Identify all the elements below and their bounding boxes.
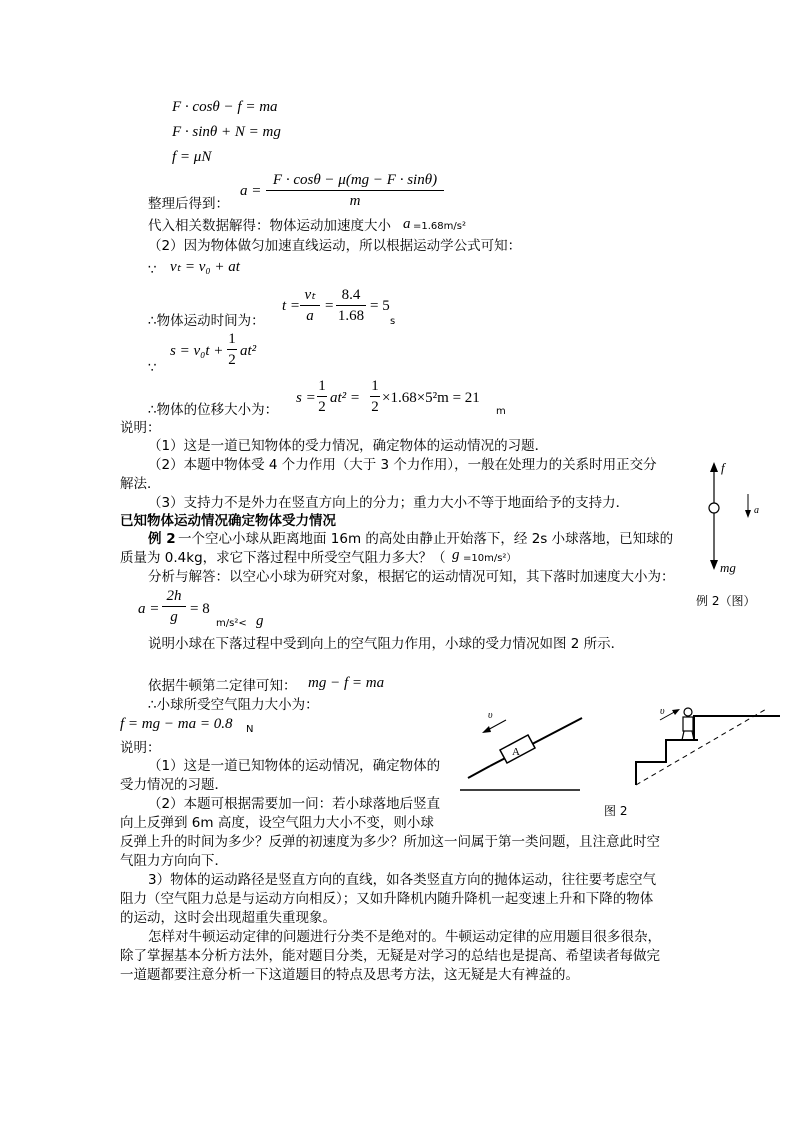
time-fraction-2-num: 8.4: [341, 287, 361, 303]
time-label: ∴物体运动时间为：: [148, 313, 265, 329]
note2-title: 说明：: [120, 740, 161, 756]
accel-formula-denominator: m: [349, 193, 361, 209]
disp-fraction-2-den: 2: [371, 399, 379, 415]
disp-unit: m: [496, 406, 506, 417]
force-arrow-down: [710, 560, 718, 570]
s-formula-rhs: at²: [240, 343, 257, 359]
note1-title: 说明：: [120, 420, 161, 436]
velocity-arrowhead-incline: [482, 726, 491, 733]
note1-item: （2）本题中物体受 4 个力作用（大于 3 个力作用），一般在处理力的关系时用正交分: [148, 457, 657, 473]
disp-formula-lhs: s =: [296, 390, 316, 406]
a-formula-unit: m/s²<: [216, 618, 247, 629]
example2-line2b: =10m/s²）: [463, 553, 517, 564]
fraction-bar: [336, 305, 366, 306]
disp-formula-rhs: ×1.68×5²m = 21: [382, 390, 480, 406]
analysis-text: 分析与解答：以空心小球为研究对象，根据它的运动情况可知，其下落时加速度大小为：: [148, 569, 675, 585]
s-formula-frac-num: 1: [228, 331, 236, 347]
velocity-formula: vₜ = v₀ + at: [170, 259, 240, 275]
time-unit: s: [390, 316, 396, 327]
note2-item2-line3: 反弹上升的时间为多少？反弹的初速度为多少？所加这一问属于第一类问题，且注意此时空: [120, 834, 660, 850]
figure2-caption: 图 2: [604, 804, 628, 818]
a-formula-fraction: [162, 587, 186, 626]
disp-fraction-2-num: 1: [371, 378, 379, 394]
because-symbol-1: ∵: [148, 262, 157, 278]
example2-line2a: 质量为 0.4kg，求它下落过程中所受空气阻力多大？（: [120, 550, 446, 566]
stairs-outline: [636, 716, 780, 785]
accel-arrowhead: [745, 510, 751, 518]
accel-formula-fraction: [266, 171, 444, 210]
s-formula-frac-den: 2: [228, 352, 236, 368]
substitute-text: 代入相关数据解得：物体运动加速度大小: [148, 218, 391, 234]
part2-text: （2）因为物体做匀加速直线运动，所以根据运动学公式可知：: [148, 238, 522, 254]
fraction-bar: [266, 190, 444, 191]
s-formula-lhs: s = v₀t +: [170, 343, 224, 359]
incline-surface: [490, 718, 582, 766]
time-fraction-1-den: a: [306, 308, 314, 324]
disp-fraction-1-den: 2: [318, 399, 326, 415]
time-formula-lhs: t =: [282, 298, 301, 314]
time-formula-result: = 5: [370, 298, 390, 314]
note1-item: （1）这是一道已知物体的受力情况，确定物体的运动情况的习题．: [148, 438, 549, 454]
force-f-label: f: [721, 460, 725, 475]
time-fraction-1: [300, 286, 320, 325]
velocity-arrowhead-stairs: [672, 709, 680, 715]
fraction-bar: [370, 396, 380, 397]
equation-force-vertical: F · sinθ + N = mg: [172, 124, 281, 140]
para3-line: 阻力（空气阻力总是与运动方向相反）；又如升降机内随升降机一起变速上升和下降的物体: [120, 891, 654, 907]
example2-figure-caption: 例 2（图）: [696, 594, 756, 608]
stairs-dashed-line: [636, 708, 768, 785]
resist-formula: f = mg − ma = 0.8: [120, 716, 233, 732]
fraction-bar: [227, 349, 237, 350]
accel-formula-numerator: F · cosθ − μ(mg − F · sinθ): [272, 172, 438, 188]
rearrange-label: 整理后得到：: [148, 196, 229, 212]
note2-item2-line2: 向上反弹到 6m 高度，设空气阻力大小不变，则小球: [120, 815, 434, 831]
disp-formula-mid: at² =: [330, 390, 361, 406]
time-fraction-1-num: vₜ: [304, 287, 316, 303]
time-fraction-2: [336, 286, 366, 325]
para4-line: 一道题都要注意分析一下这道题目的特点及思考方法，这无疑是大有裨益的。: [120, 967, 579, 983]
fraction-bar: [300, 305, 320, 306]
incline-surface: [468, 766, 490, 778]
example2-line1: 一个空心小球从距离地面 16m 的高处由静止开始落下，经 2s 小球落地，已知球的: [178, 531, 674, 547]
disp-fraction-2: [370, 377, 380, 416]
note1-item: （3）支持力不是外力在竖直方向上的分力；重力大小不等于地面给予的支持力．: [148, 495, 630, 511]
explain-text: 说明小球在下落过程中受到向上的空气阻力作用，小球的受力情况如图 2 所示．: [148, 636, 625, 652]
force-mg-label: mg: [720, 560, 736, 575]
para3-line: 的运动，这时会出现超重失重现象。: [120, 910, 336, 926]
para3-line: 3）物体的运动路径是竖直方向的直线，如各类竖直方向的抛体运动，往往要考虑空气: [148, 872, 657, 888]
accel-formula-lhs: a =: [240, 183, 262, 199]
time-formula-eq: =: [325, 298, 334, 314]
block-a: [500, 735, 535, 763]
a-formula-lhs: a =: [138, 601, 160, 617]
displacement-label: ∴物体的位移大小为：: [148, 402, 279, 418]
figure2-diagrams: [460, 700, 780, 800]
accel-value: =1.68m/s²: [413, 221, 466, 232]
resist-unit: N: [246, 724, 254, 735]
note2-item2-line1: （2）本题可根据需要加一问：若小球落地后竖直: [148, 796, 441, 812]
para4-line: 怎样对牛顿运动定律的问题进行分类不是绝对的。牛顿运动定律的应用题目很多很杂，: [148, 929, 661, 945]
a-formula-rhs: = 8: [190, 601, 210, 617]
resist-label: ∴小球所受空气阻力大小为：: [148, 697, 319, 713]
force-a-label: a: [754, 505, 759, 516]
note1-item: 解法．: [120, 476, 161, 492]
section-heading: 已知物体运动情况确定物体受力情况: [120, 513, 336, 529]
accel-symbol: a: [403, 216, 411, 232]
note2-item1-line1: （1）这是一道已知物体的运动情况，确定物体的: [148, 758, 441, 774]
s-formula-fraction: [227, 330, 237, 369]
note2-item2-line4: 气阻力方向向下．: [120, 853, 228, 869]
equation-friction: f = μN: [172, 149, 212, 165]
disp-fraction-1: [317, 377, 327, 416]
a-formula-g: g: [256, 613, 264, 629]
a-formula-frac-den: g: [170, 609, 178, 625]
example2-g-symbol: g: [452, 547, 460, 563]
example2-label: 例 2: [148, 531, 176, 547]
newton-equation: mg − f = ma: [308, 675, 385, 691]
fraction-bar: [162, 606, 186, 607]
a-formula-frac-num: 2h: [166, 588, 182, 604]
time-fraction-2-den: 1.68: [337, 308, 365, 324]
velocity-label-stairs: υ: [660, 706, 665, 717]
force-arrow-up: [710, 462, 718, 472]
newton-label: 依据牛顿第二定律可知：: [148, 678, 297, 694]
velocity-label-incline: υ: [488, 710, 493, 721]
equation-force-horizontal: F · cosθ − f = ma: [172, 99, 278, 115]
disp-fraction-1-num: 1: [318, 378, 326, 394]
para4-line: 除了掌握基本分析方法外，能对题目分类，无疑是对学习的总结也是提高、希望读者每做完: [120, 948, 660, 964]
because-symbol-2: ∵: [148, 360, 157, 376]
fraction-bar: [317, 396, 327, 397]
note2-item1-line2: 受力情况的习题．: [120, 777, 228, 793]
block-label: A: [512, 746, 520, 758]
ball-icon: [709, 503, 719, 513]
